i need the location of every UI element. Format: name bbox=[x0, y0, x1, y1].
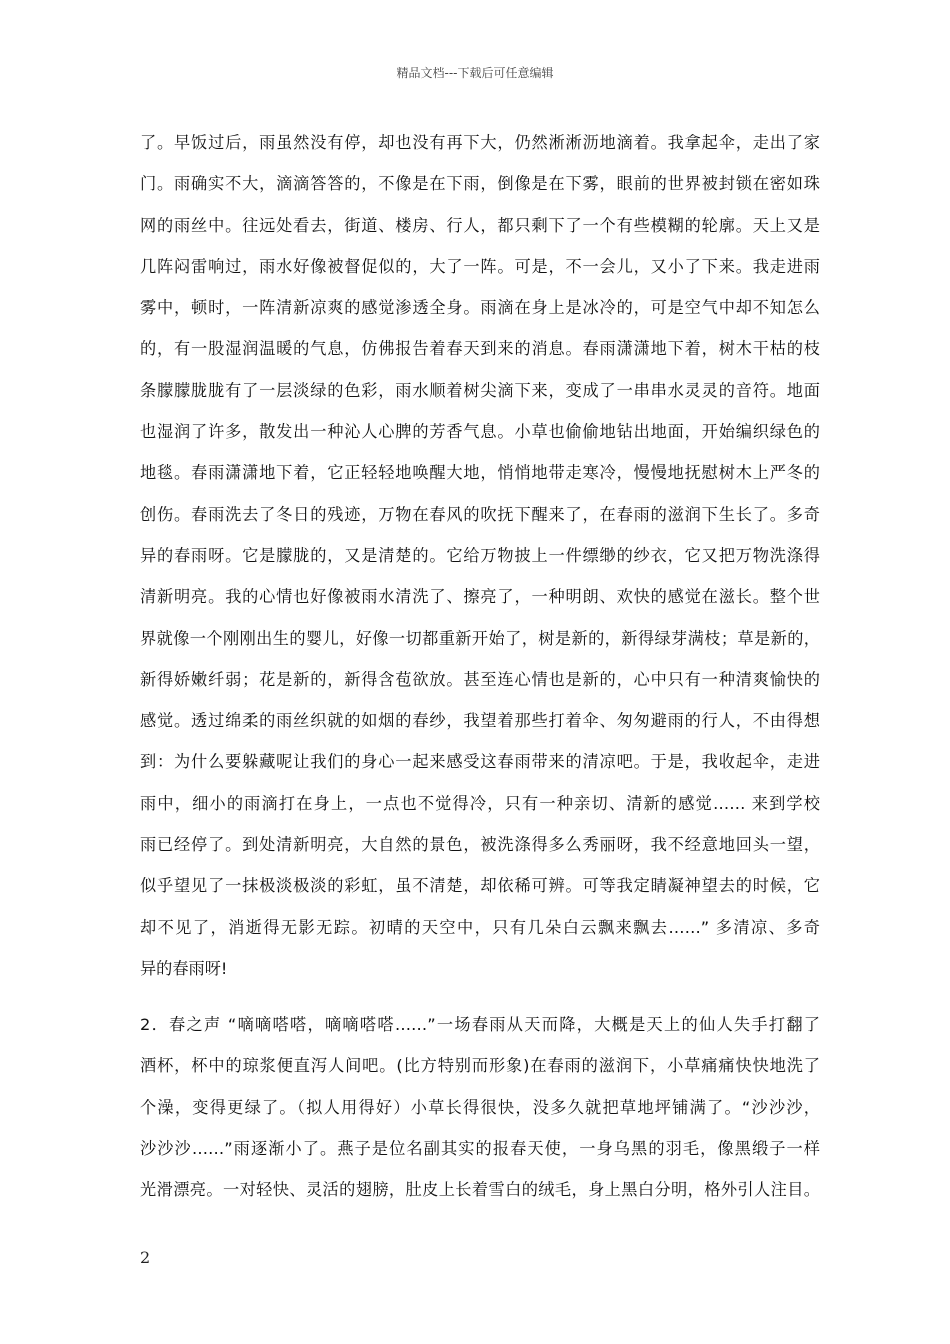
text-line: 异的春雨呀。它是朦胧的，又是清楚的。它给万物披上一件缥缈的纱衣，它又把万物洗涤得 bbox=[140, 545, 820, 565]
text-line: 也湿润了许多，散发出一种沁人心脾的芳香气息。小草也偷偷地钻出地面，开始编织绿色的 bbox=[140, 422, 820, 442]
text-line: 雾中，顿时，一阵清新凉爽的感觉渗透全身。雨滴在身上是冰冷的，可是空气中却不知怎么 bbox=[140, 298, 820, 318]
text-line: 到：为什么要躲藏呢让我们的身心一起来感受这春雨带来的清凉吧。于是，我收起伞，走进 bbox=[140, 752, 820, 772]
text-line: 地毯。春雨潇潇地下着，它正轻轻地唤醒大地，悄悄地带走寒冷，慢慢地抚慰树木上严冬的 bbox=[140, 463, 820, 483]
text-line: 条朦朦胧胧有了一层淡绿的色彩，雨水顺着树尖滴下来，变成了一串串水灵灵的音符。地面 bbox=[140, 380, 820, 400]
paragraph-1 bbox=[140, 122, 820, 989]
text-line: 清新明亮。我的心情也好像被雨水清洗了、擦亮了，一种明朗、欢快的感觉在滋长。整个世 bbox=[140, 587, 820, 607]
text-line: 几阵闷雷响过，雨水好像被督促似的，大了一阵。可是，不一会儿，又小了下来。我走进雨 bbox=[140, 256, 820, 276]
text-line: 界就像一个刚刚出生的婴儿，好像一切都重新开始了，树是新的，新得绿芽满枝；草是新的， bbox=[140, 628, 820, 648]
page-header: 精品文档---下载后可任意编辑 bbox=[396, 66, 554, 80]
text-line: 网的雨丝中。往远处看去，街道、楼房、行人，都只剩下了一个有些模糊的轮廓。天上又是 bbox=[140, 215, 820, 235]
text-line: 创伤。春雨洗去了冬日的残迹，万物在春风的吹抚下醒来了，在春雨的滋润下生长了。多奇 bbox=[140, 504, 820, 524]
text-line: 雨中，细小的雨滴打在身上，一点也不觉得冷，只有一种亲切、清新的感觉…… 来到学校 bbox=[140, 793, 820, 813]
text-line: 光滑漂亮。一对轻快、灵活的翅膀，肚皮上长着雪白的绒毛，身上黑白分明，格外引人注目。 bbox=[140, 1180, 820, 1200]
text-line: 似乎望见了一抹极淡极淡的彩虹，虽不清楚，却依稀可辨。可等我定睛凝神望去的时候，它 bbox=[140, 876, 820, 896]
text-line: 酒杯，杯中的琼浆便直泻人间吧。(比方特别而形象)在春雨的滋润下，小草痛痛快快地洗了 bbox=[140, 1056, 820, 1076]
text-line: 沙沙沙……”雨逐渐小了。燕子是位名副其实的报春天使，一身乌黑的羽毛，像黑缎子一样 bbox=[140, 1138, 820, 1158]
text-line: 感觉。透过绵柔的雨丝织就的如烟的春纱，我望着那些打着伞、匆匆避雨的行人，不由得想 bbox=[140, 711, 820, 731]
text-line: 了。早饭过后，雨虽然没有停，却也没有再下大，仍然淅淅沥地滴着。我拿起伞，走出了家 bbox=[140, 133, 820, 152]
text-line: 却不见了，消逝得无影无踪。初晴的天空中，只有几朵白云飘来飘去……” 多清凉、多奇 bbox=[140, 917, 820, 937]
text-line: 雨已经停了。到处清新明亮，大自然的景色，被洗涤得多么秀丽呀，我不经意地回头一望， bbox=[140, 835, 820, 855]
text-line: 2．春之声 “嘀嘀嗒嗒，嘀嘀嗒嗒……”一场春雨从天而降，大概是天上的仙人失手打翻了 bbox=[140, 1015, 820, 1034]
text-line: 新得娇嫩纤弱；花是新的，新得含苞欲放。甚至连心情也是新的，心中只有一种清爽愉快的 bbox=[140, 669, 820, 689]
text-line: 门。雨确实不大，滴滴答答的，不像是在下雨，倒像是在下雾，眼前的世界被封锁在密如珠 bbox=[140, 174, 820, 194]
text-line: 个澡，变得更绿了。（拟人用得好）小草长得很快，没多久就把草地坪铺满了。“沙沙沙， bbox=[140, 1097, 820, 1117]
paragraph-2 bbox=[140, 1004, 820, 1210]
page-number: 2 bbox=[140, 1248, 151, 1267]
text-line: 异的春雨呀! bbox=[140, 958, 228, 978]
text-line: 的，有一股湿润温暖的气息，仿佛报告着春天到来的消息。春雨潇潇地下着，树木干枯的枝 bbox=[140, 339, 820, 359]
